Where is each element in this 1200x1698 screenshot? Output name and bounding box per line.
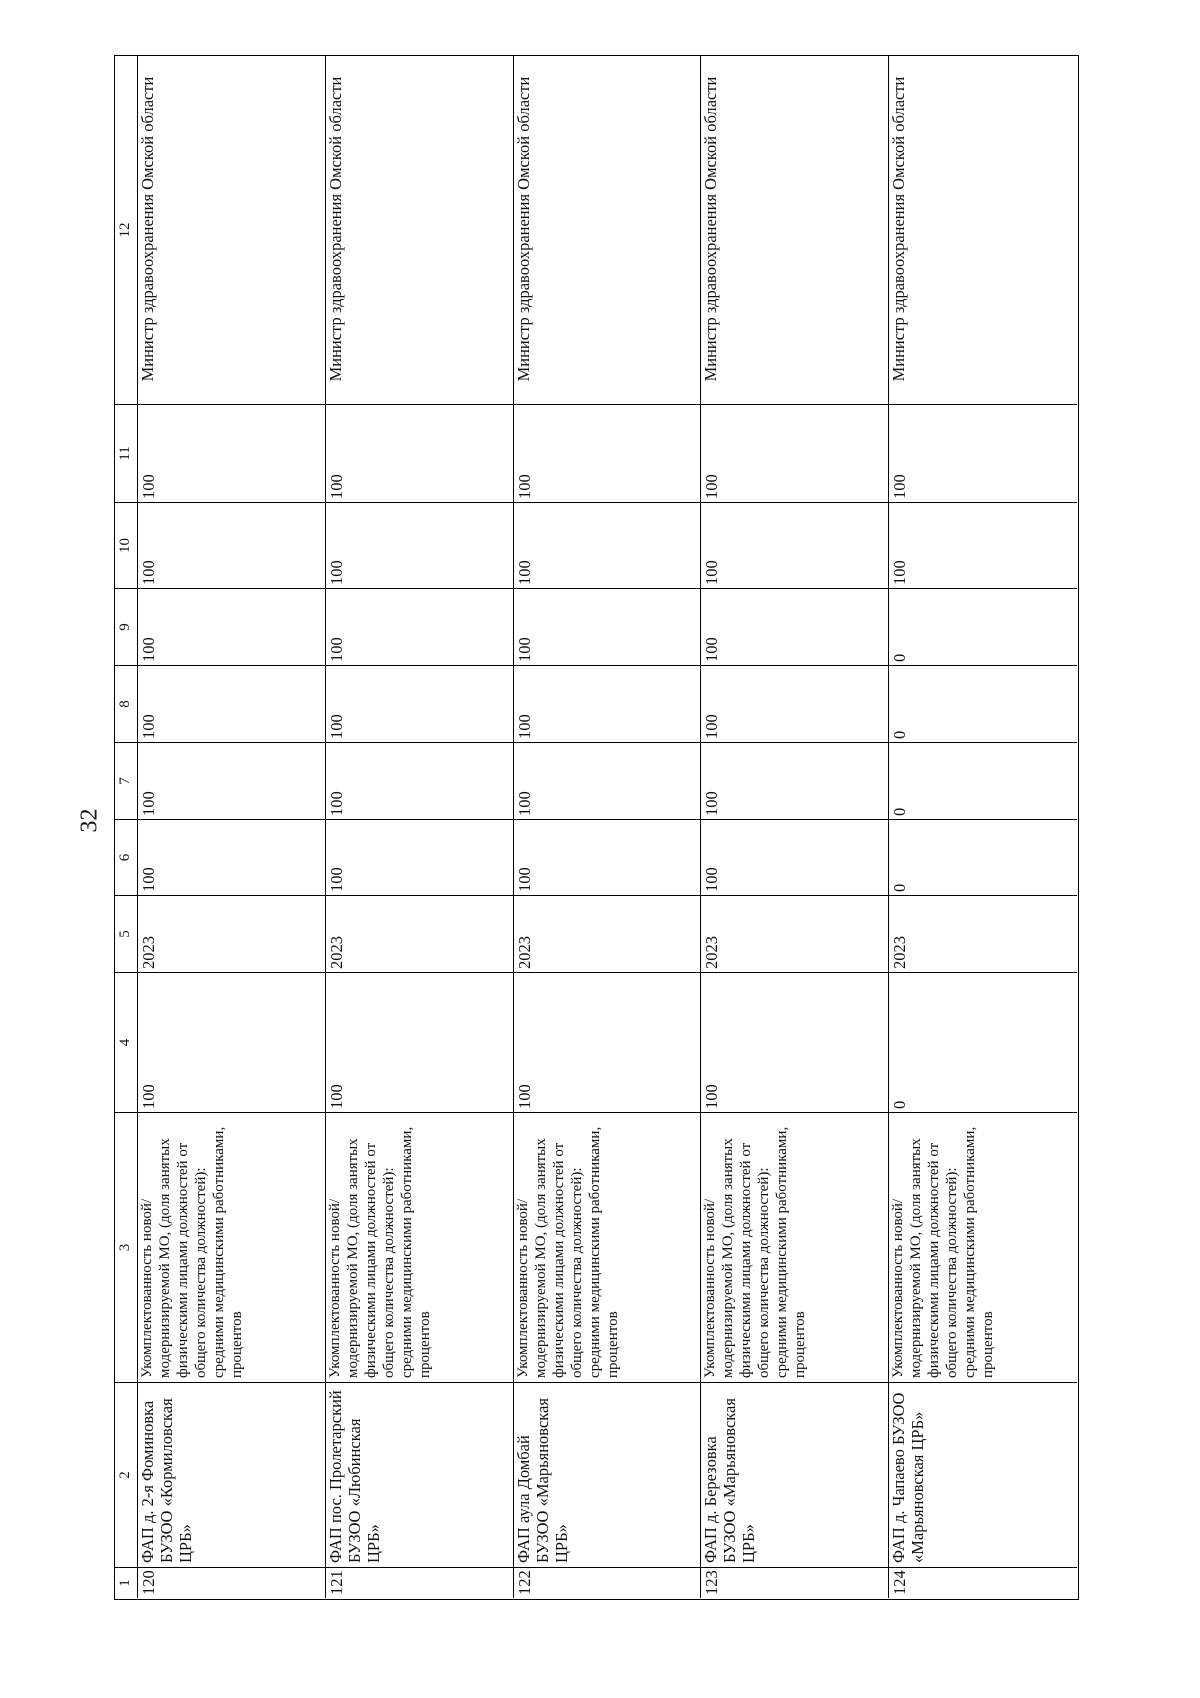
responsible-person: Министр здравоохранения Омской области [889, 76, 909, 382]
base-value: 100 [138, 972, 326, 1112]
value-col-6: 0 [889, 819, 1077, 895]
value-col-9: 100 [326, 588, 514, 665]
responsible-person: Министр здравоохранения Омской области [326, 56, 514, 404]
value-col-7: 100 [701, 742, 889, 819]
value-col-8: 0 [889, 665, 1077, 742]
row-number: 120 [138, 1567, 326, 1598]
header-cell-10: 10 [115, 502, 138, 588]
header-cell-7: 7 [115, 742, 138, 819]
value-col-9: 0 [889, 588, 1077, 665]
value-col-8: 100 [514, 665, 702, 742]
value-col-6: 100 [138, 819, 326, 895]
header-cell-8: 8 [115, 665, 138, 742]
page-number-text: 32 [76, 808, 103, 832]
page-number [75, 800, 105, 840]
base-value: 0 [889, 972, 1077, 1112]
value-col-10: 100 [326, 502, 514, 588]
value-col-11: 100 [889, 404, 1077, 502]
row-number: 121 [326, 1567, 514, 1598]
header-cell-9: 9 [115, 588, 138, 665]
base-value: 100 [326, 972, 514, 1112]
header-cell-5: 5 [115, 895, 138, 972]
facility-name: ФАП пос. Пролетарский БУЗОО «Любинская ЦРБ» [326, 1382, 514, 1567]
indicator-text: Укомплектованность новой/модернизируемой МО, (доля занятых физическими лицами должностей от общего количества должностей): средними медицинскими работниками, процентов [138, 1112, 326, 1382]
header-cell-3: 3 [115, 1112, 138, 1382]
data-table [114, 55, 1079, 1600]
row-number: 122 [514, 1567, 702, 1598]
header-cell-1: 1 [115, 1567, 138, 1598]
responsible-person: Министр здравоохранения Омской области [701, 56, 889, 404]
header-cell-2: 2 [115, 1382, 138, 1567]
facility-name: ФАП аула Домбай БУЗОО «Марьяновская ЦРБ» [514, 1382, 702, 1567]
base-year: 2023 [889, 895, 1077, 972]
responsible-person: Министр здравоохранения Омской области [138, 56, 326, 404]
facility-name: ФАП д. Чапаево БУЗОО «Марьяновская ЦРБ» [889, 1382, 1077, 1567]
value-col-6: 100 [326, 819, 514, 895]
value-col-10: 100 [701, 502, 889, 588]
value-col-9: 100 [138, 588, 326, 665]
header-cell-4: 4 [115, 972, 138, 1112]
responsible-person: Министр здравоохранения Омской области [514, 56, 702, 404]
value-col-11: 100 [701, 404, 889, 502]
base-year: 2023 [326, 895, 514, 972]
value-col-10: 100 [138, 502, 326, 588]
value-col-11: 100 [326, 404, 514, 502]
facility-name: ФАП д. Березовка БУЗОО «Марьяновская ЦРБ» [701, 1382, 889, 1567]
value-col-7: 0 [889, 742, 1077, 819]
indicator-text: Укомплектованность новой/модернизируемой МО, (доля занятых физическими лицами должностей от общего количества должностей): средними медицинскими работниками, процентов [326, 1112, 514, 1382]
value-col-7: 100 [326, 742, 514, 819]
value-col-9: 100 [514, 588, 702, 665]
value-col-6: 100 [514, 819, 702, 895]
value-col-7: 100 [138, 742, 326, 819]
indicator-text: Укомплектованность новой/модернизируемой МО, (доля занятых физическими лицами должностей от общего количества должностей): средними медицинскими работниками, процентов [514, 1112, 702, 1382]
value-col-10: 100 [889, 502, 1077, 588]
value-col-8: 100 [138, 665, 326, 742]
value-col-10: 100 [514, 502, 702, 588]
row-number: 123 [701, 1567, 889, 1598]
header-cell-11: 11 [115, 404, 138, 502]
header-cell-6: 6 [115, 819, 138, 895]
base-value: 100 [514, 972, 702, 1112]
value-col-8: 100 [701, 665, 889, 742]
header-cell-12: 12 [115, 56, 138, 404]
facility-name: ФАП д. 2-я Фоминовка БУЗОО «Кормиловская ЦРБ» [138, 1382, 326, 1567]
base-year: 2023 [138, 895, 326, 972]
value-col-11: 100 [138, 404, 326, 502]
value-col-11: 100 [514, 404, 702, 502]
value-col-7: 100 [514, 742, 702, 819]
row-number: 124 [889, 1567, 1077, 1598]
rotated-table-grid [115, 56, 1077, 1598]
base-year: 2023 [701, 895, 889, 972]
indicator-text: Укомплектованность новой/модернизируемой МО, (доля занятых физическими лицами должностей от общего количества должностей): средними медицинскими работниками, процентов [701, 1112, 889, 1382]
base-year: 2023 [514, 895, 702, 972]
value-col-9: 100 [701, 588, 889, 665]
indicator-text: Укомплектованность новой/модернизируемой МО, (доля занятых физическими лицами должностей от общего количества должностей): средними медицинскими работниками, процентов [889, 1112, 1077, 1382]
value-col-8: 100 [326, 665, 514, 742]
value-col-6: 100 [701, 819, 889, 895]
base-value: 100 [701, 972, 889, 1112]
